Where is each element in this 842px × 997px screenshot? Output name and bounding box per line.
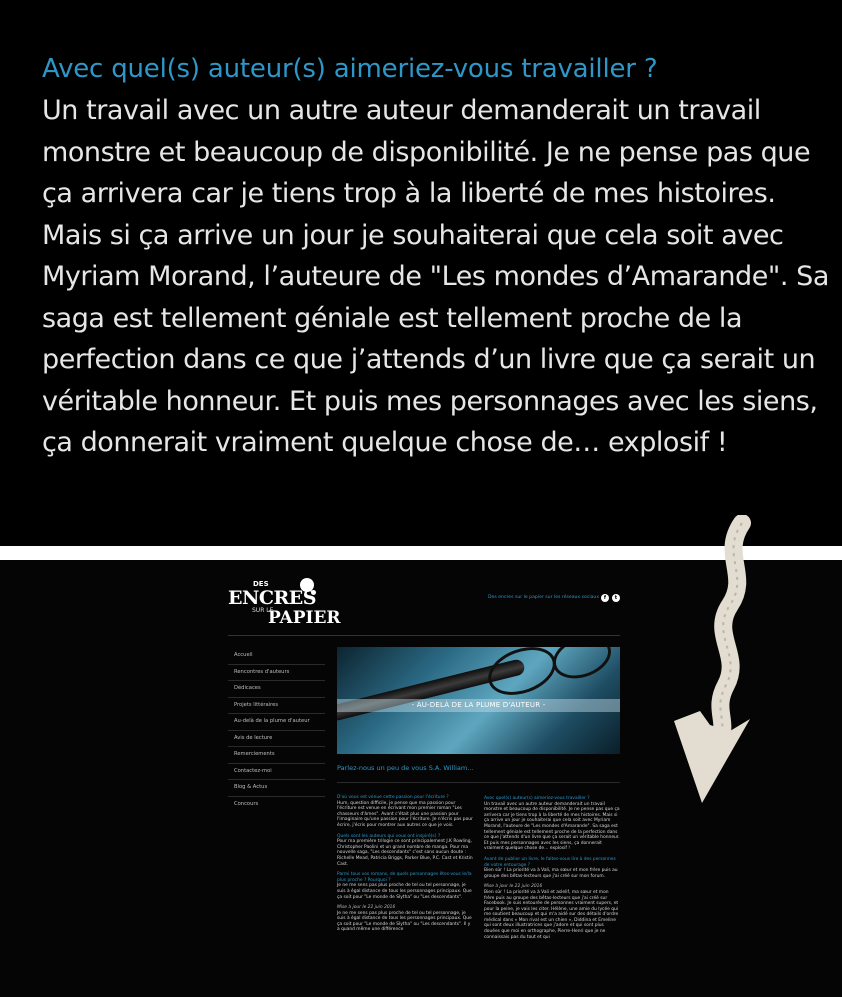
interview-answer: Pour ma première trilogie ce sont principalement J.K Rowling, Christopher Paolini et un grand nombre de manga. Pour ma nouvelle saga, "Les descendants" c'est sans aucun doute : Richelle Mead, Patricia Briggs, Parker Blue, P.C. Cast et Kristin Cast. xyxy=(337,839,473,867)
menu-item-avis[interactable]: Avis de lecture xyxy=(228,731,325,748)
logo-line-4: PAPIER xyxy=(268,608,341,628)
social-text[interactable]: Des encres sur le papier sur les réseaux sociaux xyxy=(488,595,600,600)
interview-answer: Bien sûr ! La priorité va à Vali, ma sœur et mon frère puis au groupe des bêtas-lecteurs que j'ai créé sur mon forum. xyxy=(484,868,618,879)
site-logo[interactable] xyxy=(228,578,341,628)
menu-item-rencontres[interactable]: Rencontres d'auteurs xyxy=(228,665,325,682)
interview-answer: Je ne me sens pas plus proche de tel ou tel personnage, je suis à égal distance de tous les personnages principaux. Que ça soit pour "Le monde de Slytha" ou "Les descendants". xyxy=(337,883,472,900)
menu-item-contact[interactable]: Contactez-moi xyxy=(228,764,325,781)
interview-question: D'où vous est venue cette passion pour l'écriture ? xyxy=(337,795,449,800)
interview-answer: Bien sûr ! La priorité va à Vali et aslelif, ma sœur et mon frère puis au groupe des bêtas-lecteurs que j'ai créé sur Facebook. Je suis entourée de personnes vraiment supers, et pour la peine, je vais les citer. Hélène, une amie du lycée qui me soutient beaucoup et qui m'a aidé sur des détails d'ordre médical dans « Mon rival est un chien », Diddina et Emeline qui sont deux illustratrices que j'adore et qui sont plus douées que moi en orthographe, Pierre-Henri que je ne connaissais pas du tout et qui xyxy=(484,889,619,940)
zoom-question: Avec quel(s) auteur(s) aimeriez-vous travailler ? xyxy=(42,54,658,84)
interview-question: Avec quel(s) auteur(s) aimeriez-vous travailler ? xyxy=(484,796,590,801)
logo-line-3: SUR LE xyxy=(252,607,274,614)
update-date: Mise à jour le 22 juin 2016 xyxy=(484,884,543,890)
header-divider xyxy=(228,635,620,636)
menu-item-accueil[interactable]: Accueil xyxy=(228,648,325,665)
interview-left-column xyxy=(337,795,473,938)
menu-item-concours[interactable]: Concours xyxy=(234,800,259,807)
update-date: Mise à jour le 22 juin 2016 xyxy=(337,905,396,911)
logo-line-2: ENCRES xyxy=(228,587,316,609)
interview-answer: Je ne me sens pas plus proche de tel ou tel personnage, je suis à égal distance de tous les personnages principaux. Que ça soit pour "Le monde de Slytha" ou "Les descendants". Il y a quand même une différence xyxy=(337,910,472,933)
zoom-answer: Un travail avec un autre auteur demanderait un travail monstre et beaucoup de disponibilité. Je ne pense pas que ça arrivera car je tiens trop à la liberté de mes histoires. Mais si ça arrive un jour je souhaiterai que cela soit avec Myriam Morand, l’auteure de "Les mondes d’Amarande". Sa saga est tellement géniale est tellement proche de la perfection dans ce que j’attends d’un livre que ça serait un véritable honneur. Et puis mes personnages avec les siens, ça donnerait vraiment quelque chose de… explosif ! xyxy=(42,95,829,458)
twitter-icon[interactable]: t xyxy=(612,594,620,602)
interview-question: Quels sont les auteurs qui vous ont inspiré(s) ? xyxy=(337,833,441,839)
menu-item-blog[interactable]: Blog & Actus xyxy=(228,780,325,797)
menu-item-dedicaces[interactable]: Dédicaces xyxy=(228,681,325,698)
menu-item-au-dela[interactable]: Au-delà de la plume d'auteur xyxy=(228,714,325,731)
interview-question: Avant de publier un livre, le faites-vous lire à des personnes de votre entourage ? xyxy=(484,856,616,868)
page-title: Parlez-nous un peu de vous S.A. William... xyxy=(337,764,474,772)
interview-right-column xyxy=(484,796,620,945)
menu-item-remerciements[interactable]: Remerciements xyxy=(228,747,325,764)
hero-title: - AU-DELÀ DE LA PLUME D'AUTEUR - xyxy=(411,701,546,709)
hero-banner xyxy=(337,647,620,754)
facebook-icon[interactable]: f xyxy=(601,594,609,602)
menu-item-projets[interactable]: Projets littéraires xyxy=(228,698,325,715)
sidebar-menu xyxy=(228,648,325,813)
wavy-arrow-icon xyxy=(630,515,760,815)
glasses-lens-image xyxy=(482,647,563,704)
interview-answer: Un travail avec un autre auteur demanderait un travail monstre et beaucoup de disponibilité. Je ne pense pas que ça arrivera car je tiens trop à la liberté de mes histoires. Mais si ça arrive un jour je souhaiterai que cela soit avec Myriam Morand, l'auteure de "Les mondes d'Amarande". Sa saga est tellement géniale est tellement proche de la perfection dans ce que j'attends d'un livre que ça serait un véritable honneur. Et puis mes personnages avec les siens, ça donnerait vraiment quelque chose de… explosif ! xyxy=(484,801,620,852)
glasses-lens-image xyxy=(547,647,617,686)
title-divider xyxy=(337,782,620,783)
interview-answer: Hum, question difficile, je pense que ma passion pour l'écriture est venue en écrivant mon premier roman "Les chasseurs d'âmes". Avant c'était plus une passion pour l'imaginaire qu'une passion pour l'écriture. Je n'écris pas pour écrire, j'écris pour montrer aux autres ce que je vois. xyxy=(337,800,473,828)
logo-line-1: DES xyxy=(253,580,269,588)
interview-question: Parmi tous vos romans, de quels personnages êtes-vous le/la plus proche ? Pourquoi ? xyxy=(337,872,472,883)
